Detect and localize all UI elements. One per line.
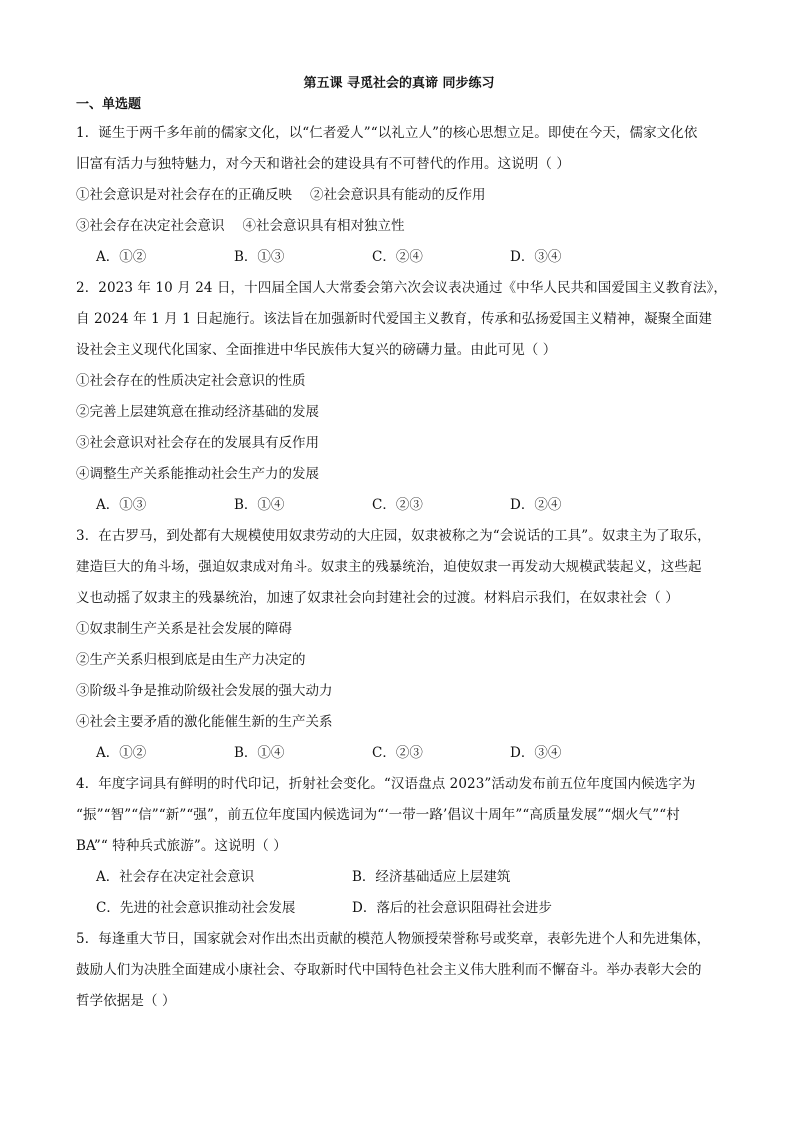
- question-3-option-d[interactable]: D．③④: [510, 745, 562, 761]
- question-2-option-c[interactable]: C．②③: [372, 497, 423, 513]
- question-1-option-c[interactable]: C．②④: [372, 249, 423, 265]
- question-2-statement-1: ①社会存在的性质决定社会意识的性质: [76, 373, 306, 389]
- question-3-option-c[interactable]: C．②③: [372, 745, 423, 761]
- question-4-option-d[interactable]: D．落后的社会意识阻碍社会进步: [352, 900, 552, 916]
- question-4-stem-line-1: 4．年度字词具有鲜明的时代印记，折射社会变化。“汉语盘点 2023”活动发布前五位年度国内候选字为: [76, 776, 696, 792]
- question-1-options: [76, 242, 722, 273]
- question-1-statement-3: ③社会存在决定社会意识: [76, 218, 225, 234]
- question-2-statement-3: ③社会意识对社会存在的发展具有反作用: [76, 435, 319, 451]
- question-5-stem-line-2: 鼓励人们为决胜全面建成小康社会、夺取新时代中国特色社会主义伟大胜利而不懈奋斗。举办表彰大会的: [76, 962, 702, 978]
- question-4-option-c[interactable]: C．先进的社会意识推动社会发展: [96, 900, 296, 916]
- question-2-option-a[interactable]: A．①③: [96, 497, 147, 513]
- section-heading: 一、单选题: [76, 97, 142, 112]
- question-2-stem-line-2: 自 2024 年 1 月 1 日起施行。该法旨在加强新时代爱国主义教育，传承和弘扬爱国主义精神，凝聚全面建: [76, 311, 713, 327]
- question-1-statement-2: ②社会意识具有能动的反作用: [310, 187, 486, 203]
- question-3-statement-4: ④社会主要矛盾的激化能催生新的生产关系: [76, 714, 333, 730]
- question-4: [76, 769, 722, 924]
- question-3-options: [76, 738, 722, 769]
- question-2-statement-4: ④调整生产关系能推动社会生产力的发展: [76, 466, 319, 482]
- question-2-statement-2: ②完善上层建筑意在推动经济基础的发展: [76, 404, 319, 420]
- question-3-stem-line-1: 3．在古罗马，到处都有大规模使用奴隶劳动的大庄园，奴隶被称之为“会说话的工具”。奴隶主为了取乐，: [76, 528, 711, 544]
- question-1-stem-line-2: 旧富有活力与独特魅力，对今天和谐社会的建设具有不可替代的作用。这说明（ ）: [76, 156, 570, 172]
- question-1-statements-row-2: [76, 211, 722, 242]
- question-3: [76, 521, 722, 769]
- question-4-stem-line-3: BA”“ 特种兵式旅游”。这说明（ ）: [76, 838, 287, 854]
- question-5: [76, 924, 722, 1017]
- question-1-option-a[interactable]: A．①②: [96, 249, 147, 265]
- question-1-statement-4: ④社会意识具有相对独立性: [242, 218, 405, 234]
- question-3-option-b[interactable]: B．①④: [234, 745, 285, 761]
- question-4-option-b[interactable]: B．经济基础适应上层建筑: [352, 869, 511, 885]
- question-2: [76, 273, 728, 521]
- question-5-stem-line-3: 哲学依据是（ ）: [76, 993, 176, 1009]
- question-4-options-row-1: [76, 862, 722, 893]
- question-3-statement-2: ②生产关系归根到底是由生产力决定的: [76, 652, 306, 668]
- question-3-statement-1: ①奴隶制生产关系是社会发展的障碍: [76, 621, 292, 637]
- question-4-option-a[interactable]: A．社会存在决定社会意识: [96, 869, 255, 885]
- question-2-option-d[interactable]: D．②④: [510, 497, 562, 513]
- question-2-options: [76, 490, 722, 521]
- question-1-option-b[interactable]: B．①③: [234, 249, 285, 265]
- question-2-stem-line-3: 设社会主义现代化国家、全面推进中华民族伟大复兴的磅礴力量。由此可见（ ）: [76, 342, 557, 358]
- question-3-stem-line-2: 建造巨大的角斗场，强迫奴隶成对角斗。奴隶主的残暴统治，迫使奴隶一再发动大规模武装起义，这些起: [76, 559, 702, 575]
- question-1-stem-line-1: 1．诞生于两千多年前的儒家文化，以“仁者爱人”“以礼立人”的核心思想立足。即使在今天，儒家文化依: [76, 125, 698, 141]
- question-5-stem-line-1: 5．每逢重大节日，国家就会对作出杰出贡献的模范人物颁授荣誉称号或奖章，表彰先进个人和先进集体，: [76, 931, 711, 947]
- question-2-stem-line-1: 2．2023 年 10 月 24 日，十四届全国人大常委会第六次会议表决通过《中华人民共和国爱国主义教育法》，: [76, 280, 728, 296]
- question-3-option-a[interactable]: A．①②: [96, 745, 147, 761]
- question-4-options-row-2: [76, 893, 722, 924]
- question-1-statement-1: ①社会意识是对社会存在的正确反映: [76, 187, 292, 203]
- question-1-statements-row-1: [76, 180, 722, 211]
- question-4-stem-line-2: “振”“智”“信”“新”“强”，前五位年度国内候选词为“‘一带一路’倡议十周年”“高质量发展”“烟火气”“村: [76, 807, 680, 823]
- question-1-option-d[interactable]: D．③④: [510, 249, 562, 265]
- question-3-stem-line-3: 义也动摇了奴隶主的残暴统治，加速了奴隶社会向封建社会的过渡。材料启示我们，在奴隶社会（ ）: [76, 590, 679, 606]
- document-title: 第五课 寻觅社会的真谛 同步练习: [303, 76, 495, 91]
- question-1: [76, 118, 722, 273]
- question-2-option-b[interactable]: B．①④: [234, 497, 285, 513]
- question-3-statement-3: ③阶级斗争是推动阶级社会发展的强大动力: [76, 683, 333, 699]
